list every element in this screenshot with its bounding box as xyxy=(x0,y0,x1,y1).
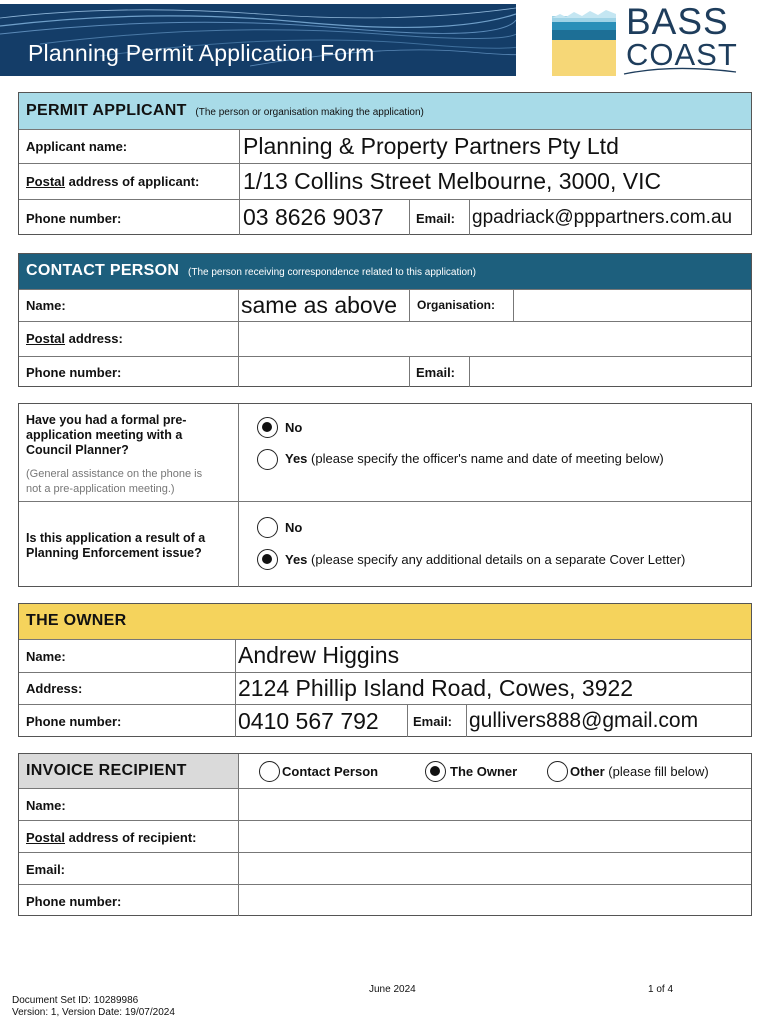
applicant-phone-label: Phone number: xyxy=(26,211,122,226)
owner-email-label: Email: xyxy=(413,714,453,729)
enforcement-row xyxy=(19,501,751,587)
invoice-phone-row xyxy=(19,884,751,916)
enforcement-no-radio[interactable] xyxy=(257,517,278,538)
owner-phone-label: Phone number: xyxy=(26,714,122,729)
invoice-owner-radio[interactable] xyxy=(425,761,446,782)
invoice-name-label: Name: xyxy=(26,798,66,813)
applicant-postal-row xyxy=(19,163,751,199)
logo-text-coast: COAST xyxy=(626,37,738,72)
contact-postal-label: Postal address: xyxy=(26,331,123,346)
invoice-other-label: Other (please fill below) xyxy=(570,764,709,779)
owner-phone-field[interactable]: 0410 567 792 xyxy=(238,708,379,734)
contact-person-section xyxy=(18,253,752,387)
owner-name-row xyxy=(19,639,751,672)
invoice-email-label: Email: xyxy=(26,862,66,877)
bass-coast-logo-icon xyxy=(552,6,616,76)
invoice-postal-label: Postal address of recipient: xyxy=(26,830,197,845)
contact-postal-field[interactable] xyxy=(239,322,753,356)
form-title: Planning Permit Application Form xyxy=(28,40,375,66)
permit-applicant-note: (The person or organisation making the application) xyxy=(195,107,424,118)
contact-phone-field[interactable] xyxy=(239,357,409,387)
applicant-phone-row xyxy=(19,199,751,235)
contact-name-field[interactable]: same as above xyxy=(241,292,397,318)
applicant-name-row xyxy=(19,129,751,163)
invoice-name-row xyxy=(19,788,751,820)
invoice-heading: INVOICE RECIPIENT xyxy=(26,762,187,779)
invoice-name-field[interactable] xyxy=(239,789,753,820)
owner-address-label: Address: xyxy=(26,681,83,696)
logo-swoosh-icon xyxy=(622,62,738,78)
owner-phone-row xyxy=(19,704,751,737)
contact-org-field[interactable] xyxy=(514,290,753,321)
pre-application-note: (General assistance on the phone is not a pre-application meeting.) xyxy=(26,468,203,495)
applicant-postal-field[interactable]: 1/13 Collins Street Melbourne, 3000, VIC xyxy=(243,168,662,194)
applicant-phone-field[interactable]: 03 8626 9037 xyxy=(243,204,384,230)
contact-postal-row xyxy=(19,321,751,356)
contact-person-heading: CONTACT PERSON xyxy=(26,262,180,279)
contact-phone-label: Phone number: xyxy=(26,365,122,380)
pre-application-section xyxy=(18,403,752,587)
owner-name-label: Name: xyxy=(26,649,66,664)
invoice-contact-person-radio[interactable] xyxy=(259,761,280,782)
applicant-name-field[interactable]: Planning & Property Partners Pty Ltd xyxy=(243,133,619,159)
enforcement-yes-label: Yes (please specify any additional details on a separate Cover Letter) xyxy=(285,552,686,567)
invoice-contact-person-label: Contact Person xyxy=(282,764,379,779)
owner-address-row xyxy=(19,672,751,704)
invoice-owner-label: The Owner xyxy=(450,764,518,779)
contact-email-label: Email: xyxy=(416,365,456,380)
invoice-postal-field[interactable] xyxy=(239,821,753,852)
owner-heading: THE OWNER xyxy=(26,612,127,629)
contact-name-label: Name: xyxy=(26,298,66,313)
applicant-postal-label: Postal address of applicant: xyxy=(26,174,200,189)
pre-application-yes-label: Yes (please specify the officer's name and date of meeting below) xyxy=(285,451,664,466)
invoice-phone-label: Phone number: xyxy=(26,894,122,909)
permit-applicant-section xyxy=(18,92,752,235)
permit-applicant-header xyxy=(19,93,751,129)
invoice-phone-field[interactable] xyxy=(239,885,753,916)
invoice-postal-row xyxy=(19,820,751,852)
footer-date: June 2024 xyxy=(369,984,416,995)
owner-name-field[interactable]: Andrew Higgins xyxy=(238,642,400,668)
footer-page-number: 1 of 4 xyxy=(648,984,674,995)
owner-section xyxy=(18,603,752,737)
pre-application-row xyxy=(19,404,751,501)
enforcement-question: Is this application a result of a Planning Enforcement issue? xyxy=(26,531,206,560)
footer-version: Version: 1, Version Date: 19/07/2024 xyxy=(12,1007,175,1018)
pre-application-yes-radio[interactable] xyxy=(257,449,278,470)
enforcement-yes-radio[interactable] xyxy=(257,549,278,570)
pre-application-question: Have you had a formal pre- application meeting with a Council Planner? xyxy=(26,413,187,457)
footer-document-set-id: Document Set ID: 10289986 xyxy=(12,995,139,1006)
owner-header xyxy=(19,604,751,639)
pre-application-no-label: No xyxy=(285,420,303,435)
contact-name-row xyxy=(19,289,751,321)
applicant-email-field[interactable]: gpadriack@pppartners.com.au xyxy=(472,207,733,228)
contact-person-note: (The person receiving correspondence related to this application) xyxy=(188,267,476,278)
enforcement-no-label: No xyxy=(285,520,303,535)
contact-person-header xyxy=(19,254,751,289)
logo-text-bass: BASS xyxy=(626,1,729,42)
invoice-recipient-section xyxy=(18,753,752,916)
pre-application-no-radio[interactable] xyxy=(257,417,278,438)
permit-applicant-heading: PERMIT APPLICANT xyxy=(26,102,187,119)
contact-org-label: Organisation: xyxy=(417,298,496,312)
owner-address-field[interactable]: 2124 Phillip Island Road, Cowes, 3922 xyxy=(238,675,634,701)
invoice-email-field[interactable] xyxy=(239,853,753,884)
contact-email-field[interactable] xyxy=(470,357,753,387)
owner-email-field[interactable]: gullivers888@gmail.com xyxy=(469,709,699,732)
invoice-email-row xyxy=(19,852,751,884)
invoice-header-row xyxy=(19,754,751,788)
header-banner xyxy=(0,4,516,76)
contact-phone-row xyxy=(19,356,751,387)
applicant-name-label: Applicant name: xyxy=(26,139,128,154)
applicant-email-label: Email: xyxy=(416,211,456,226)
invoice-other-radio[interactable] xyxy=(547,761,568,782)
